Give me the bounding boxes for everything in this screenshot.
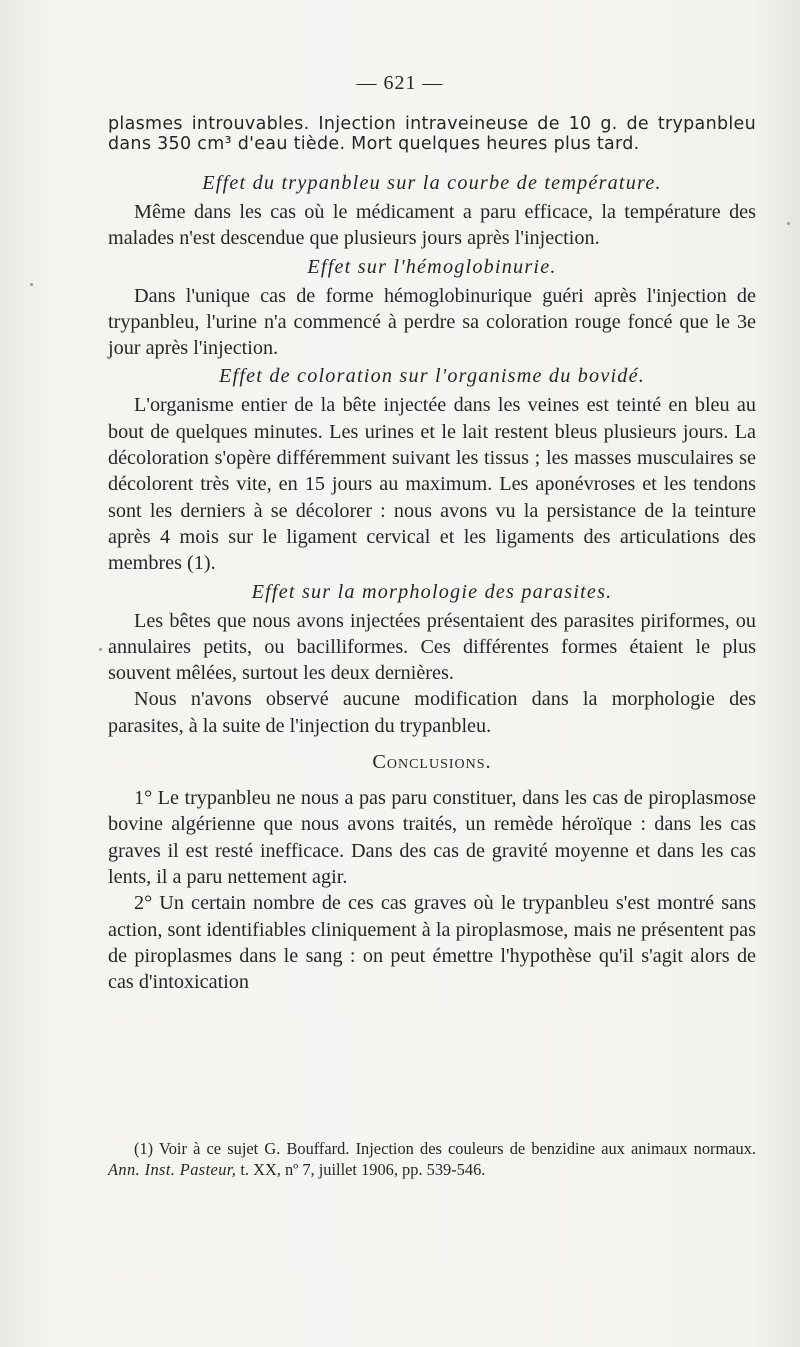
footnote-text-a: Voir à ce sujet G. Bouffard. Injection des couleurs de benzidine aux animaux normaux.: [159, 1139, 756, 1158]
paragraph-morphology-2: Nous n'avons observé aucune modification dans la morphologie des parasites, à la suite de l'injection du trypanbleu.: [108, 688, 756, 737]
paragraph-coloration: L'organisme entier de la bête injectée dans les veines est teinté en bleu au bout de quelques minutes. Les urines et le lait restent bleus plusieurs jours. La décoloration s'opère différemment suivant les tissus ; les masses musculaires se décolorent très vite, en 15 jours au maximum. Les aponévroses et les tendons sont les derniers à se décolorer : nous avons vu la persistance de la teinture après 4 mois sur le ligament cervical et les ligaments des articulations des membres (1).: [108, 394, 756, 575]
footnote-journal: Ann. Inst. Pasteur,: [108, 1160, 237, 1179]
section-heading-temperature: Effet du trypanbleu sur la courbe de température.: [202, 172, 662, 194]
footnote-mark: (1): [134, 1139, 154, 1158]
paragraph-temperature: Même dans les cas où le médicament a paru efficace, la température des malades n'est descendue que plusieurs jours après l'injection.: [108, 201, 756, 250]
footnote-text-b: t. XX, nº 7, juillet 1906, pp. 539-546.: [240, 1160, 486, 1179]
page-body: [108, 114, 756, 995]
page-number: — 621 —: [356, 72, 444, 94]
conclusion-2: 2° Un certain nombre de ces cas graves où le trypanbleu s'est montré sans action, sont identifiables cliniquement à la piroplasmose, mais ne présentent pas de piroplasmes dans le sang : on peut émettre l'hypothèse qu'il s'agit alors de cas d'intoxication: [108, 892, 756, 994]
paper-speck: [99, 648, 102, 651]
section-heading-hemoglobinuria: Effet sur l'hémoglobinurie.: [307, 255, 557, 278]
paper-speck: [787, 222, 790, 225]
section-heading-morphology: Effet sur la morphologie des parasites.: [251, 580, 613, 603]
paper-speck: [30, 283, 33, 286]
paragraph-morphology-1: Les bêtes que nous avons injectées présentaient des parasites piriformes, ou annulaires petits, ou bacilliformes. Ces différentes formes étaient le plus souvent mêlées, surtout les deux dernières.: [108, 609, 756, 685]
paragraph-hemoglobinuria: Dans l'unique cas de forme hémoglobinurique guéri après l'injection de trypanbleu, l'urine n'a commencé à perdre sa coloration rouge foncé que le 3e jour après l'injection.: [108, 284, 756, 360]
continuation-paragraph: plasmes introuvables. Injection intraveineuse de 10 g. de trypanbleu dans 350 cm³ d'eau tiède. Mort quelques heures plus tard.: [108, 114, 756, 154]
section-heading-coloration: Effet de coloration sur l'organisme du bovidé.: [218, 365, 646, 388]
footnote: [108, 1138, 756, 1180]
conclusions-heading: Conclusions.: [372, 751, 492, 774]
conclusion-1: 1° Le trypanbleu ne nous a pas paru constituer, dans les cas de piroplasmose bovine algérienne que nous avons traités, un remède héroïque : dans les cas graves il est resté inefficace. Dans des cas de gravité moyenne et dans les cas lents, il a paru nettement agir.: [108, 787, 756, 888]
